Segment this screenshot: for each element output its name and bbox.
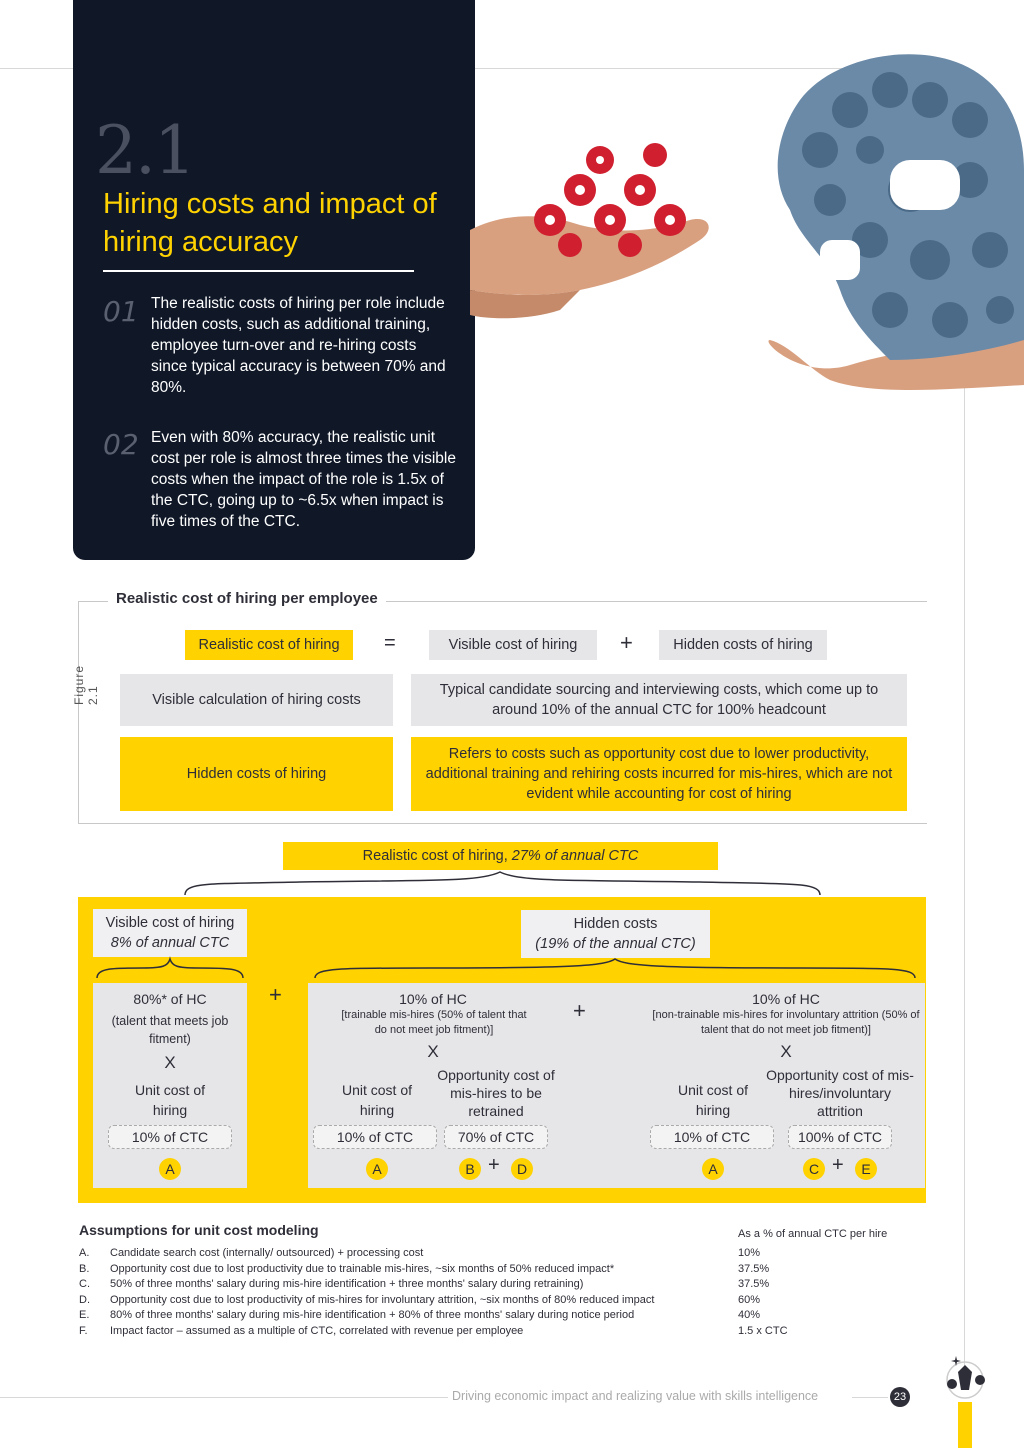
- page-number: 23: [890, 1387, 910, 1407]
- col3-unit: Unit cost of hiring: [677, 1082, 749, 1118]
- total-cost-label: Realistic cost of hiring,: [362, 848, 508, 864]
- section-number: 2.1: [95, 112, 194, 189]
- assumption-key: D.: [79, 1293, 90, 1306]
- title-divider: [103, 270, 414, 272]
- assumption-row: [79, 1277, 939, 1293]
- col2-sub: [trainable mis-hires (50% of talent that do not meet job fitment)]: [341, 1009, 527, 1036]
- visible-cost-value: 8% of annual CTC: [110, 935, 230, 951]
- col3-opp: Opportunity cost of mis-hires/involuntary attrition: [766, 1067, 914, 1119]
- plus-sign: +: [620, 630, 633, 655]
- col3-pct1: 10% of CTC: [650, 1125, 774, 1149]
- col2-pct2: 70% of CTC: [444, 1125, 548, 1149]
- assumption-key: C.: [79, 1278, 90, 1290]
- col2-opp: Opportunity cost of mis-hires to be retrained: [437, 1067, 555, 1119]
- hidden-cost-label: Hidden costs of hiring: [120, 737, 393, 811]
- hidden-cost-header: [521, 910, 710, 958]
- total-cost-value: 27% of annual CTC: [511, 848, 639, 864]
- assumption-key: E.: [79, 1309, 90, 1321]
- col2-tag-b: B: [459, 1158, 481, 1180]
- col2-hc: 10% of HC: [399, 991, 467, 1007]
- hidden-cost-label: Hidden costs: [573, 916, 658, 932]
- gears-hands-illustration: [470, 40, 1024, 470]
- realistic-cost-box: Realistic cost of hiring: [185, 630, 353, 660]
- footer-text: Driving economic impact and realizing value with skills intelligence: [452, 1389, 819, 1403]
- assumption-key: B.: [79, 1262, 90, 1275]
- assumption-row: [79, 1293, 939, 1309]
- assumption-key: F.: [79, 1324, 88, 1337]
- assumption-row: [79, 1246, 939, 1262]
- visible-calc-label: Visible calculation of hiring costs: [120, 674, 393, 726]
- col3-pct2: 100% of CTC: [788, 1125, 892, 1149]
- col3-tag-e: E: [855, 1158, 877, 1180]
- assumption-row: [79, 1262, 939, 1278]
- assumption-text: Candidate search cost (internally/ outsourced) + processing cost: [110, 1247, 424, 1259]
- assumption-text: Opportunity cost due to lost productivity of mis-hires for involuntary attrition, ~six months of 80% reduced impact: [110, 1293, 655, 1306]
- assumption-key: A.: [79, 1247, 90, 1259]
- col3-hc: 10% of HC: [752, 991, 820, 1007]
- section-title: Hiring costs and impact of hiring accuracy: [103, 188, 437, 258]
- col3-multiply: X: [780, 1042, 792, 1061]
- col1-pct: 10% of CTC: [108, 1125, 232, 1149]
- plus-sign: +: [488, 1154, 500, 1176]
- assumption-text: 80% of three months' salary during mis-hire identification + 80% of three months' salary during notice period: [110, 1309, 635, 1321]
- hidden-cost-value: (19% of the annual CTC): [535, 936, 696, 952]
- col1-hc: 80%* of HC: [133, 991, 207, 1007]
- assumption-value: 37.5%: [738, 1278, 770, 1290]
- hidden-cost-desc: Refers to costs such as opportunity cost due to lower productivity, additional training and rehiring costs incurred for mis-hires, which are not evident while accounting for cost of hiring: [411, 737, 907, 811]
- footer-rule: [0, 1397, 448, 1398]
- total-cost-banner: [283, 842, 718, 870]
- col1-multiply: X: [164, 1053, 176, 1072]
- equals-sign: =: [384, 632, 396, 654]
- footer-rule: [852, 1397, 888, 1398]
- assumptions-list: [79, 1246, 939, 1339]
- assumption-value: 37.5%: [738, 1262, 770, 1275]
- plus-sign: +: [269, 982, 282, 1007]
- visible-cost-label: Visible cost of hiring: [105, 915, 235, 931]
- point-number: 02: [103, 428, 139, 461]
- hidden-brace: [310, 956, 920, 982]
- col2-tag-a: A: [366, 1158, 388, 1180]
- assumption-value: 1.5 x CTC: [738, 1324, 788, 1337]
- visible-brace: [93, 956, 247, 982]
- plus-sign: +: [573, 998, 586, 1023]
- point-number: 01: [103, 295, 139, 328]
- col3-tag-c: C: [803, 1158, 825, 1180]
- assumption-value: 40%: [738, 1309, 761, 1321]
- assumption-value: 60%: [738, 1293, 761, 1306]
- col1-unit: Unit cost of hiring: [134, 1082, 206, 1118]
- total-brace: [180, 870, 825, 900]
- figure-title: Realistic cost of hiring per employee: [108, 590, 386, 607]
- col1-sub: (talent that meets job fitment): [111, 1014, 229, 1046]
- lightbulb-gear-icon: [940, 1350, 990, 1448]
- col2-unit: Unit cost of hiring: [341, 1082, 413, 1118]
- col1-tag: A: [159, 1158, 181, 1180]
- assumption-text: Opportunity cost due to lost productivity due to trainable mis-hires, ~six months of 50% reduced impact*: [110, 1262, 615, 1275]
- col3-sub: [non-trainable mis-hires for involuntary attrition (50% of talent that do not meet job fitment)]: [652, 1009, 920, 1036]
- col3-tag-a: A: [702, 1158, 724, 1180]
- plus-sign: +: [832, 1154, 844, 1176]
- col2-pct1: 10% of CTC: [313, 1125, 437, 1149]
- assumptions-title: Assumptions for unit cost modeling: [79, 1222, 319, 1238]
- assumption-row: [79, 1308, 939, 1324]
- visible-calc-desc: Typical candidate sourcing and interviewing costs, which come up to around 10% of the annual CTC for 100% headcount: [411, 674, 907, 726]
- assumption-row: [79, 1324, 939, 1340]
- hidden-cost-box: Hidden costs of hiring: [659, 630, 827, 660]
- visible-cost-header: [93, 909, 247, 957]
- point-text: Even with 80% accuracy, the realistic unit cost per role is almost three times the visible costs when the impact of the role is 1.5x of the CTC, going up to ~6.5x when impact is five times of the CTC.: [151, 429, 456, 530]
- figure-label: Figure 2.1: [72, 664, 100, 705]
- assumption-text: Impact factor – assumed as a multiple of CTC, correlated with revenue per employee: [110, 1324, 524, 1337]
- col2-tag-d: D: [511, 1158, 533, 1180]
- visible-cost-box: Visible cost of hiring: [429, 630, 597, 660]
- assumption-text: 50% of three months' salary during mis-hire identification + three months' salary during retraining): [110, 1278, 584, 1290]
- col2-multiply: X: [427, 1042, 439, 1061]
- assumptions-value-header: As a % of annual CTC per hire: [738, 1228, 888, 1240]
- point-text: The realistic costs of hiring per role include hidden costs, such as additional training, employee turn-over and re-hiring costs since typical accuracy is between 70% and 80%.: [151, 295, 446, 396]
- assumption-value: 10%: [738, 1247, 761, 1259]
